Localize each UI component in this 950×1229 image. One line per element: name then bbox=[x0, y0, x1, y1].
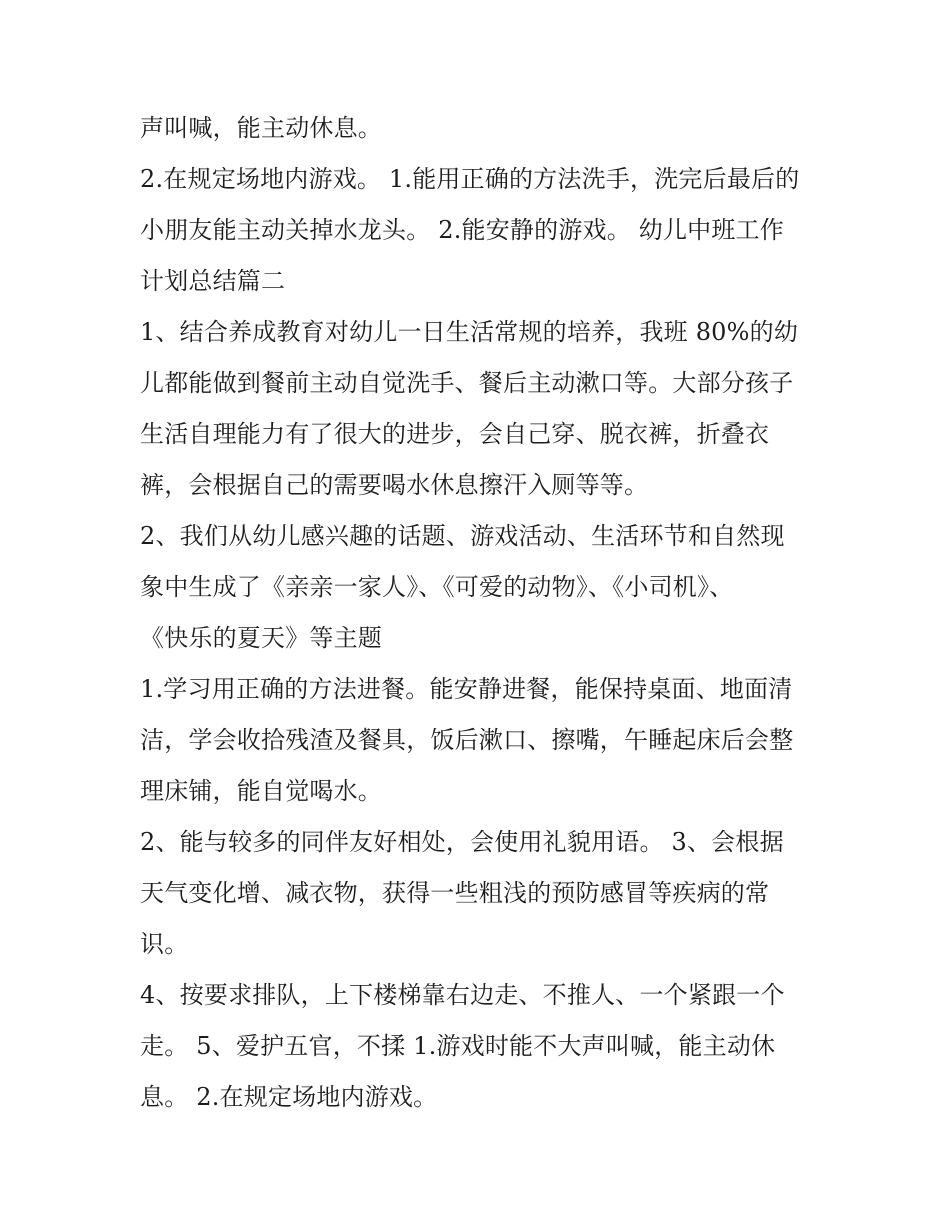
text-line: 洁，学会收拾残渣及餐具，饭后漱口、擦嘴，午睡起床后会整 bbox=[140, 726, 794, 754]
text-line: 息。 2.在规定场地内游戏。 bbox=[140, 1083, 438, 1111]
text-line: 2、我们从幼儿感兴趣的话题、游戏活动、生活环节和自然现 bbox=[140, 522, 785, 550]
text-line: 2、能与较多的同伴友好相处，会使用礼貌用语。 3、会根据 bbox=[140, 828, 784, 856]
text-line: 理床铺，能自觉喝水。 bbox=[140, 777, 382, 805]
text-line: 象中生成了《亲亲一家人》、《可爱的动物》、《小司机》、 bbox=[140, 573, 734, 601]
text-line: 生活自理能力有了很大的进步，会自己穿、脱衣裤，折叠衣 bbox=[140, 420, 770, 448]
text-line: 裤，会根据自己的需要喝水休息擦汗入厕等等。 bbox=[140, 471, 649, 499]
text-line: 2.在规定场地内游戏。 1.能用正确的方法洗手，洗完后最后的 bbox=[140, 165, 800, 193]
text-line: 识。 bbox=[140, 930, 189, 958]
text-line: 儿都能做到餐前主动自觉洗手、餐后主动漱口等。大部分孩子 bbox=[140, 369, 794, 397]
text-line: 声叫喊，能主动休息。 bbox=[140, 114, 382, 142]
text-line: 《快乐的夏天》等主题 bbox=[140, 624, 382, 652]
text-line: 1.学习用正确的方法进餐。能安静进餐，能保持桌面、地面清 bbox=[140, 675, 793, 703]
text-line: 4、按要求排队，上下楼梯靠右边走、不推人、一个紧跟一个 bbox=[140, 981, 785, 1009]
text-line: 1、结合养成教育对幼儿一日生活常规的培养，我班 80%的幼 bbox=[140, 318, 799, 346]
text-line: 小朋友能主动关掉水龙头。 2.能安静的游戏。 幼儿中班工作 bbox=[140, 216, 784, 244]
text-line: 天气变化增、减衣物，获得一些粗浅的预防感冒等疾病的常 bbox=[140, 879, 770, 907]
text-line: 计划总结篇二 bbox=[140, 267, 286, 295]
text-line: 走。 5、爱护五官，不揉 1.游戏时能不大声叫喊，能主动休 bbox=[140, 1032, 776, 1060]
document-body bbox=[140, 103, 820, 1123]
